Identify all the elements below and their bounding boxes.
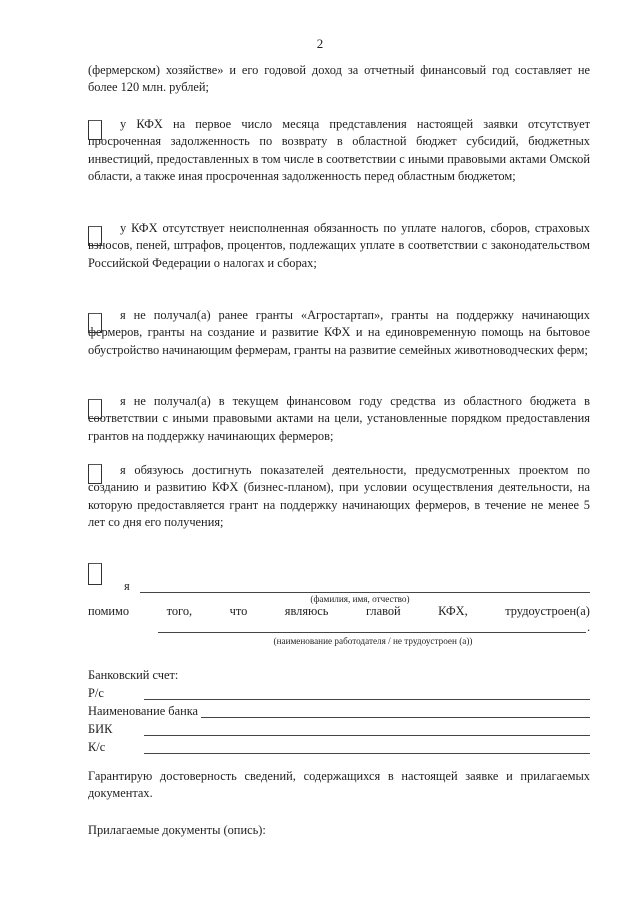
condition-item-4 <box>88 393 590 445</box>
bank-row-corr-account <box>88 740 590 758</box>
corr-account-field[interactable] <box>144 753 590 754</box>
condition-checkbox-4[interactable] <box>88 399 102 419</box>
bank-row-account <box>88 686 590 704</box>
condition-item-3 <box>88 307 590 359</box>
attached-documents-heading: Прилагаемые документы (опись): <box>88 823 266 837</box>
bik-field[interactable] <box>144 735 590 736</box>
guarantee-paragraph: Гарантирую достоверность сведений, содержащихся в настоящей заявке и прилагаемых документах. <box>88 769 590 801</box>
fio-caption: (фамилия, имя, отчество) <box>310 594 410 604</box>
account-number-field[interactable] <box>144 699 590 700</box>
bank-row-bik <box>88 722 590 740</box>
bank-row-label: БИК <box>88 722 113 736</box>
employment-row <box>88 604 590 619</box>
condition-checkbox-5[interactable] <box>88 464 102 484</box>
fio-field[interactable] <box>140 592 590 593</box>
employment-word: трудоустроен(а) <box>505 604 590 618</box>
employer-end-mark: . <box>587 620 591 634</box>
bank-name-field[interactable] <box>201 717 590 718</box>
condition-text-2: у КФХ отсутствует неисполненная обязанность по уплате налогов, сборов, страховых взносов, пеней, штрафов, процентов, подлежащих уплате в соответствии с законодательством Российской Федерации о налогах и сборах; <box>88 221 590 270</box>
condition-item-1 <box>88 116 590 186</box>
condition-checkbox-3[interactable] <box>88 313 102 333</box>
fio-prefix: я <box>124 579 130 593</box>
employment-word: главой <box>365 604 401 618</box>
bank-row-label: Р/с <box>88 686 104 700</box>
condition-text-3: я не получал(а) ранее гранты «Агростартап», гранты на поддержку начинающих фермеров, гранты на создание и развитие КФХ и на единовременную помощь на бытовое обустройство начинающим фермерам, гранты на развитие семейных животноводческих ферм; <box>88 308 590 357</box>
condition-text-4: я не получал(а) в текущем финансовом году средства из областного бюджета в соответствии с иными правовыми актами на цели, установленные порядком предоставления грантов на поддержку начинающих фермеров; <box>88 394 590 443</box>
bank-row-bank-name <box>88 704 590 722</box>
condition-checkbox-1[interactable] <box>88 120 102 140</box>
bank-row-label: К/с <box>88 740 106 754</box>
condition-text-5: я обязуюсь достигнуть показателей деятельности, предусмотренных проектом по созданию и развитию КФХ (бизнес-планом), при условии осуществления деятельности, на которую предоставляется грант на поддержку начинающих фермеров, в течение не менее 5 лет со дня его получения; <box>88 463 590 530</box>
employment-word: помимо <box>88 604 130 618</box>
employment-word: что <box>229 604 248 618</box>
page-number: 2 <box>316 36 324 51</box>
condition-checkbox-2[interactable] <box>88 226 102 246</box>
bank-row-label: Наименование банка <box>88 704 199 718</box>
bank-heading: Банковский счет: <box>88 668 179 682</box>
employer-caption: (наименование работодателя / не трудоустроен (а)) <box>273 636 473 646</box>
condition-item-2 <box>88 220 590 272</box>
fio-checkbox[interactable] <box>88 563 102 585</box>
bank-account-section <box>88 668 590 758</box>
condition-text-1: у КФХ на первое число месяца представления настоящей заявки отсутствует просроченная задолженность по возврату в областной бюджет субсидий, бюджетных инвестиций, предоставленных в том числе в соответствии с иными правовыми актами Омской области, а также иная просроченная задолженность перед областным бюджетом; <box>88 117 590 184</box>
employment-word: того, <box>166 604 193 618</box>
employment-word: являюсь <box>284 604 329 618</box>
employer-field[interactable] <box>158 632 586 633</box>
employment-word: КФХ, <box>438 604 468 618</box>
intro-paragraph: (фермерском) хозяйстве» и его годовой доход за отчетный финансовый год составляет не более 120 млн. рублей; <box>88 63 590 95</box>
condition-item-5 <box>88 462 590 532</box>
